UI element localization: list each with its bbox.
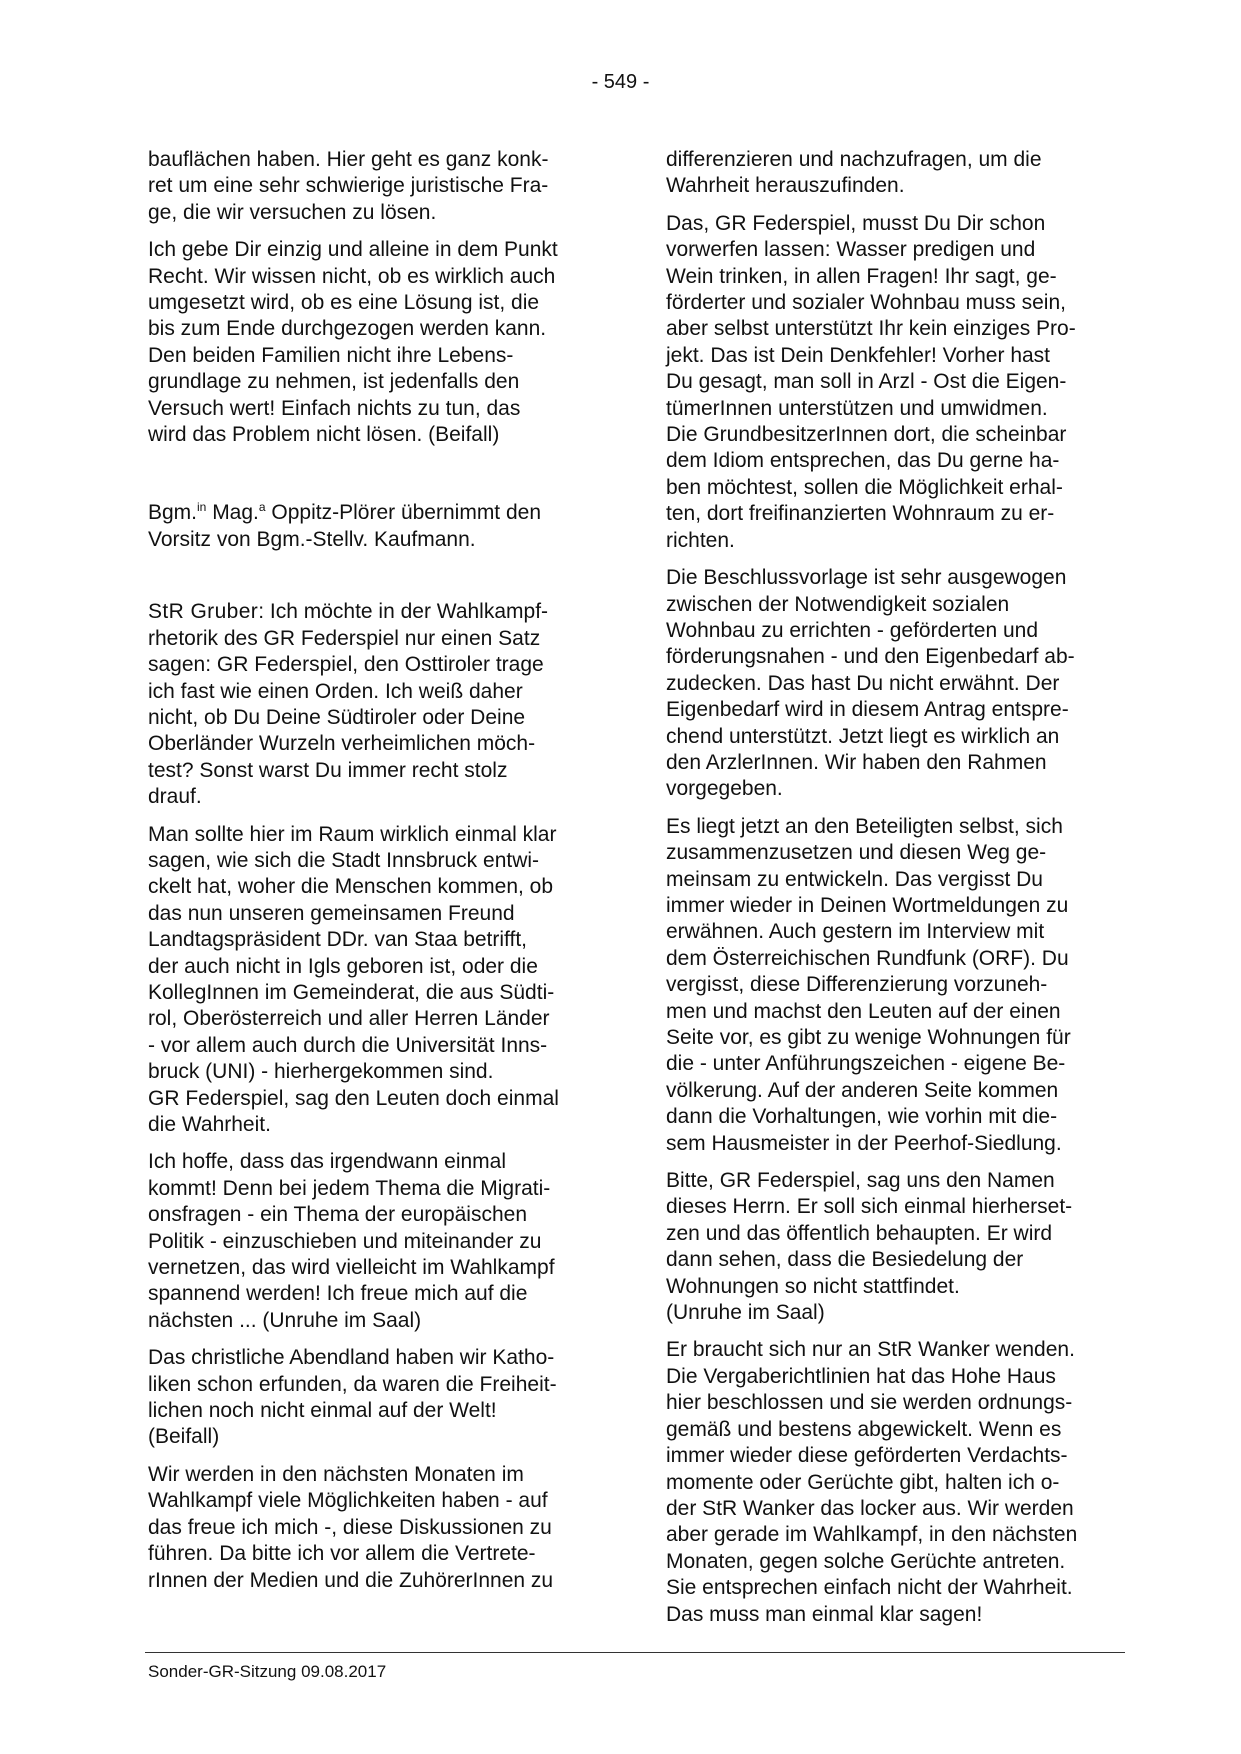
left-paragraph-7: Wir werden in den nächsten Monaten im Wahlkampf viele Möglichkeiten haben - auf das freue ich mich -, diese Diskussionen zu führen. Da bitte ich vor allem die Vertrete- rInnen der Medien und die ZuhörerInnen zu	[148, 1462, 554, 1592]
left-column	[148, 147, 598, 1605]
right-paragraph-2: Das, GR Federspiel, musst Du Dir schon vorwerfen lassen: Wasser predigen und Wein trinken, in allen Fragen! Ihr sagt, ge- förderter und sozialer Wohnbau muss sein, aber selbst unterstützt Ihr kein einziges Pro- jekt. Das ist Dein Denkfehler! Vorher hast Du gesagt, man soll in Arzl - Ost die Eigen- tümerInnen unterstützen und umwidmen. Die GrundbesitzerInnen dort, die scheinbar dem Idiom entsprechen, das Du gerne ha- ben möchtest, sollen die Möglichkeit erhal- ten, dort freifinanzierten Wohnraum zu er- richten.	[666, 211, 1076, 552]
right-paragraph-1: differenzieren und nachzufragen, um die Wahrheit herauszufinden.	[666, 148, 1042, 198]
footer-rule	[145, 1652, 1125, 1653]
footer-session-label: Sonder-GR-Sitzung 09.08.2017	[148, 1662, 387, 1681]
speech-text: : Ich möchte in der Wahlkampf- rhetorik des GR Federspiel nur einen Satz sagen: GR Federspiel, den Osttiroler trage ich fast wie einen Orden. Ich weiß daher nicht, ob Du Deine Südtiroler oder Deine Oberländer Wurzeln verheimlichen möch- test? Sonst warst Du immer recht stolz drauf.	[148, 600, 549, 809]
right-paragraph-3: Die Beschlussvorlage ist sehr ausgewogen zwischen der Notwendigkeit sozialen Wohnbau zu errichten - geförderten und förderungsnahen - und den Eigenbedarf ab- zudecken. Das hast Du nicht erwähnt. Der Eigenbedarf wird in diesem Antrag entspre- chend unterstützt. Jetzt liegt es wirklich an den ArzlerInnen. Wir haben den Rahmen vorgegeben.	[666, 566, 1075, 801]
left-paragraph-1: bauflächen haben. Hier geht es ganz konk- ret um eine sehr schwierige juristische Fra- ge, die wir versuchen zu lösen.	[148, 148, 549, 224]
right-column	[666, 147, 1126, 1639]
speaker-name: StR Gruber	[148, 600, 259, 624]
chair-change-text: Oppitz-Plörer übernimmt den Vorsitz von Bgm.-Stellv. Kaufmann.	[148, 501, 542, 551]
right-paragraph-5: Bitte, GR Federspiel, sag uns den Namen dieses Herrn. Er soll sich einmal hierherset- zen und das öffentlich behaupten. Er wird dann sehen, dass die Besiedelung der Wohnungen so nicht stattfindet. (Unruhe im Saal)	[666, 1169, 1073, 1325]
page-number: - 549 -	[591, 71, 650, 93]
left-paragraph-4: Man sollte hier im Raum wirklich einmal klar sagen, wie sich die Stadt Innsbruck entwi- ckelt hat, woher die Menschen kommen, ob das nun unseren gemeinsamen Freund Landtagspräsident DDr. van Staa betrifft, der auch nicht in Igls geboren ist, oder die KollegInnen im Gemeinderat, die aus Südti- rol, Oberösterreich und aller Herren Länder - vor allem auch durch die Universität Inns- bruck (UNI) - hierhergekommen sind. GR Federspiel, sag den Leuten doch einmal die Wahrheit.	[148, 822, 559, 1136]
left-paragraph-2: Ich gebe Dir einzig und alleine in dem Punkt Recht. Wir wissen nicht, ob es wirklich auch umgesetzt wird, ob es eine Lösung ist, die bis zum Ende durchgezogen werden kann. Den beiden Familien nicht ihre Lebens- grundlage zu nehmen, ist jedenfalls den Versuch wert! Einfach nichts zu tun, das wird das Problem nicht lösen. (Beifall)	[148, 238, 558, 447]
left-paragraph-6: Das christliche Abendland haben wir Katho- liken schon erfunden, da waren die Freiheit- lichen noch nicht einmal auf der Welt! (Beifall)	[148, 1346, 557, 1449]
chair-title-mag: Mag.	[206, 501, 259, 525]
right-paragraph-4: Es liegt jetzt an den Beteiligten selbst, sich zusammenzusetzen und diesen Weg ge- meinsam zu entwickeln. Das vergisst Du immer wieder in Deinen Wortmeldungen zu erwähnen. Auch gestern im Interview mit dem Österreichischen Rundfunk (ORF). Du vergisst, diese Differenzierung vorzuneh- men und machst den Leuten auf der einen Seite vor, es gibt zu wenige Wohnungen für die - unter Anführungszeichen - eigene Be- völkerung. Auf der anderen Seite kommen dann die Vorhaltungen, wie vorhin mit die- sem Hausmeister in der Peerhof-Siedlung.	[666, 814, 1071, 1155]
chair-title-bgm: Bgm.	[148, 501, 198, 525]
chair-title-bgm-suffix: in	[197, 500, 207, 515]
left-paragraph-5: Ich hoffe, dass das irgendwann einmal kommt! Denn bei jedem Thema die Migrati- onsfragen - ein Thema der europäischen Politik - einzuschieben und miteinander zu vernetzen, das wird vielleicht im Wahlkampf spannend werden! Ich freue mich auf die nächsten ... (Unruhe im Saal)	[148, 1150, 555, 1332]
chair-change-note	[148, 494, 598, 553]
speech-gruber-intro	[148, 599, 598, 810]
chair-title-mag-suffix: a	[258, 500, 266, 515]
right-paragraph-6: Er braucht sich nur an StR Wanker wenden. Die Vergaberichtlinien hat das Hohe Haus hier beschlossen und sie werden ordnungs- gemäß und bestens abgewickelt. Wenn es immer wieder diese geförderten Verdachts- momente oder Gerüchte gibt, halten ich o- der StR Wanker das locker aus. Wir werden aber gerade im Wahlkampf, in den nächsten Monaten, gegen solche Gerüchte antreten. Sie entsprechen einfach nicht der Wahrheit. Das muss man einmal klar sagen!	[666, 1338, 1078, 1626]
